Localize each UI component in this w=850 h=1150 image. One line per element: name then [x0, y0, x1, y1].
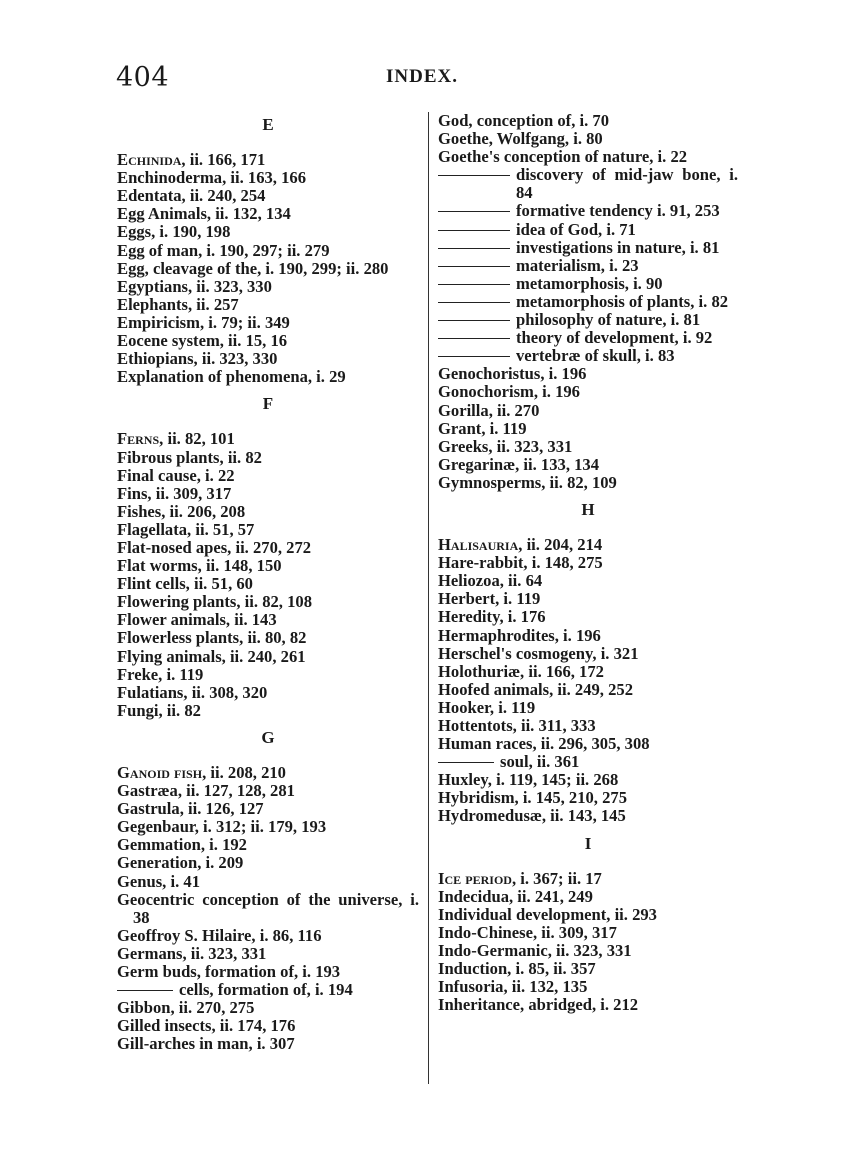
index-entry-text: philosophy of nature, i. 81	[516, 310, 701, 330]
ditto-dash	[438, 175, 510, 176]
section-letter-h: H	[581, 499, 595, 519]
section-h-entries	[438, 536, 738, 826]
ditto-dash	[438, 266, 510, 267]
index-entry-subentry	[438, 347, 738, 365]
ditto-dash	[438, 302, 510, 303]
section-letter-e: E	[262, 115, 274, 134]
ditto-dash	[438, 338, 510, 339]
index-entry: Holothuriæ, ii. 166, 172	[438, 661, 604, 681]
index-entry-subentry	[117, 981, 419, 999]
index-entry-lead	[117, 430, 419, 448]
ditto-dash	[438, 356, 510, 357]
index-entry-text: metamorphosis, i. 90	[516, 273, 663, 293]
index-entry: Grant, i. 119	[438, 418, 527, 438]
section-g-continued-entries	[438, 112, 738, 492]
index-entry-subentry	[438, 257, 738, 275]
index-entry: Elephants, ii. 257	[117, 294, 239, 314]
index-entry: Germ buds, formation of, i. 193	[117, 962, 341, 982]
index-entry: Geocentric conception of the universe, i. 38	[117, 889, 419, 927]
index-entry: Indo-Germanic, ii. 323, 331	[438, 941, 632, 961]
index-entry: Explanation of phenomena, i. 29	[117, 367, 346, 387]
ditto-dash	[438, 248, 510, 249]
index-entry: Goethe's conception of nature, i. 22	[438, 147, 688, 167]
section-i-entries	[438, 870, 738, 1015]
section-g-entries	[117, 764, 419, 1054]
index-entry: Edentata, ii. 240, 254	[117, 186, 266, 206]
page-number: 404	[116, 62, 170, 93]
index-entry: Flowering plants, ii. 82, 108	[117, 592, 312, 612]
index-entry: Generation, i. 209	[117, 853, 244, 873]
index-entry: Hooker, i. 119	[438, 697, 536, 717]
index-entry-lead	[438, 536, 738, 554]
index-entry: Inheritance, abridged, i. 212	[438, 995, 639, 1015]
index-entry-subentry	[438, 166, 738, 202]
index-entry: Gregarinæ, ii. 133, 134	[438, 454, 600, 474]
index-entry: Indecidua, ii. 241, 249	[438, 886, 593, 906]
index-entry: Fibrous plants, ii. 82	[117, 447, 262, 467]
section-letter-f: F	[262, 394, 274, 414]
index-entry-lead	[438, 870, 738, 888]
index-entry: Gorilla, ii. 270	[438, 400, 540, 420]
index-entry: Indo-Chinese, ii. 309, 317	[438, 922, 617, 942]
index-entry-subentry	[438, 202, 738, 220]
index-entry: Gibbon, ii. 270, 275	[117, 998, 255, 1018]
index-entry: Fulatians, ii. 308, 320	[117, 682, 268, 702]
index-entry: Heredity, i. 176	[438, 607, 546, 627]
index-entry-references: , i. 367; ii. 17	[511, 868, 602, 888]
index-entry: Egg of man, i. 190, 297; ii. 279	[117, 240, 330, 260]
index-entry: Gill-arches in man, i. 307	[117, 1034, 295, 1054]
index-entry: Individual development, ii. 293	[438, 904, 657, 924]
index-entry-heading: Ice period	[438, 868, 512, 888]
index-entry: Gilled insects, ii. 174, 176	[117, 1016, 296, 1036]
index-entry: Fins, ii. 309, 317	[117, 483, 232, 503]
index-entry: God, conception of, i. 70	[438, 111, 610, 130]
section-f-entries	[117, 430, 419, 720]
index-entry-heading: Halisauria	[438, 535, 519, 555]
index-column-left	[117, 112, 419, 1054]
index-entry: Greeks, ii. 323, 331	[438, 436, 573, 456]
index-entry: Gonochorism, i. 196	[438, 382, 580, 402]
index-entry-references: , ii. 204, 214	[518, 535, 603, 555]
index-entry: Herbert, i. 119	[438, 589, 541, 609]
index-entry-subentry	[438, 753, 738, 771]
index-entry: Hydromedusæ, ii. 143, 145	[438, 806, 626, 826]
index-entry: Fungi, ii. 82	[117, 700, 201, 720]
index-entry-text: idea of God, i. 71	[516, 219, 636, 239]
index-entry: Goethe, Wolfgang, i. 80	[438, 129, 603, 149]
index-entry-text: investigations in nature, i. 81	[516, 237, 720, 257]
index-entry: Genochoristus, i. 196	[438, 364, 587, 384]
index-entry-subentry	[438, 311, 738, 329]
section-letter-g: G	[261, 727, 275, 747]
index-entry-text: cells, formation of, i. 194	[179, 980, 353, 1000]
index-entry-text: discovery of mid-jaw bone, i. 84	[516, 165, 738, 203]
index-entry-subentry	[438, 329, 738, 347]
index-entry: Gastrula, ii. 126, 127	[117, 799, 264, 819]
index-entry-references: , ii. 208, 210	[202, 763, 286, 782]
ditto-dash	[438, 211, 510, 212]
index-entry: Herschel's cosmogeny, i. 321	[438, 643, 639, 663]
index-entry-references: , ii. 166, 171	[181, 150, 266, 170]
index-entry-text: vertebræ of skull, i. 83	[516, 346, 675, 366]
ditto-dash	[438, 284, 510, 285]
index-entry: Human races, ii. 296, 305, 308	[438, 734, 650, 754]
index-entry: Hybridism, i. 145, 210, 275	[438, 788, 627, 808]
index-entry-heading: Echinida	[117, 150, 182, 170]
index-entry: Freke, i. 119	[117, 664, 204, 684]
index-entry: Eggs, i. 190, 198	[117, 222, 231, 242]
index-entry-text: formative tendency i. 91, 253	[516, 201, 720, 221]
index-entry: Genus, i. 41	[117, 871, 200, 891]
index-entry: Eocene system, ii. 15, 16	[117, 331, 288, 351]
index-entry: Fishes, ii. 206, 208	[117, 501, 246, 521]
index-entry-text: theory of development, i. 92	[516, 328, 713, 348]
index-entry: Gymnosperms, ii. 82, 109	[438, 472, 617, 492]
index-entry: Gegenbaur, i. 312; ii. 179, 193	[117, 817, 327, 837]
index-entry: Egg, cleavage of the, i. 190, 299; ii. 280	[117, 258, 389, 278]
index-entry-text: soul, ii. 361	[500, 752, 580, 772]
index-entry-text: materialism, i. 23	[516, 255, 639, 275]
index-entry: Flat worms, ii. 148, 150	[117, 556, 282, 576]
index-entry: Gemmation, i. 192	[117, 835, 247, 855]
index-entry: Flint cells, ii. 51, 60	[117, 574, 253, 594]
index-entry: Heliozoa, ii. 64	[438, 571, 543, 591]
index-entry: Germans, ii. 323, 331	[117, 943, 267, 963]
index-entry: Infusoria, ii. 132, 135	[438, 977, 588, 997]
index-entry-heading: Ferns	[117, 429, 160, 449]
ditto-dash	[438, 230, 510, 231]
index-entry: Flower animals, ii. 143	[117, 610, 277, 630]
index-entry: Geoffroy S. Hilaire, i. 86, 116	[117, 925, 322, 945]
ditto-dash	[117, 990, 173, 991]
index-column-right	[438, 112, 738, 1014]
index-entry: Enchinoderma, ii. 163, 166	[117, 168, 306, 188]
section-e-entries	[117, 151, 419, 386]
index-entry-heading: Ganoid fish	[117, 763, 203, 782]
index-entry: Flat-nosed apes, ii. 270, 272	[117, 537, 312, 557]
index-entry: Gastræa, ii. 127, 128, 281	[117, 781, 295, 801]
index-entry-subentry	[438, 275, 738, 293]
index-entry: Induction, i. 85, ii. 357	[438, 959, 596, 979]
index-entry-subentry	[438, 239, 738, 257]
index-entry: Hermaphrodites, i. 196	[438, 625, 601, 645]
index-entry: Ethiopians, ii. 323, 330	[117, 349, 278, 369]
index-entry: Flying animals, ii. 240, 261	[117, 646, 306, 666]
index-entry-lead	[117, 764, 419, 782]
index-entry: Hottentots, ii. 311, 333	[438, 716, 596, 735]
index-entry: Hoofed animals, ii. 249, 252	[438, 679, 633, 699]
column-divider	[428, 112, 429, 1084]
index-entry-references: , ii. 82, 101	[159, 429, 235, 449]
index-entry: Flagellata, ii. 51, 57	[117, 519, 255, 539]
section-letter-i: I	[584, 833, 592, 853]
index-entry-subentry	[438, 293, 738, 311]
index-entry: Flowerless plants, ii. 80, 82	[117, 628, 307, 648]
ditto-dash	[438, 320, 510, 321]
index-entry: Final cause, i. 22	[117, 465, 235, 485]
index-entry: Hare-rabbit, i. 148, 275	[438, 553, 603, 573]
index-entry-subentry	[438, 221, 738, 239]
index-entry-lead	[117, 151, 419, 169]
running-head: INDEX.	[386, 66, 458, 87]
index-entry-text: metamorphosis of plants, i. 82	[516, 291, 729, 311]
index-entry: Egg Animals, ii. 132, 134	[117, 204, 291, 224]
index-entry: Egyptians, ii. 323, 330	[117, 276, 272, 296]
index-entry: Empiricism, i. 79; ii. 349	[117, 312, 290, 332]
ditto-dash	[438, 762, 494, 763]
index-entry: Huxley, i. 119, 145; ii. 268	[438, 770, 619, 790]
